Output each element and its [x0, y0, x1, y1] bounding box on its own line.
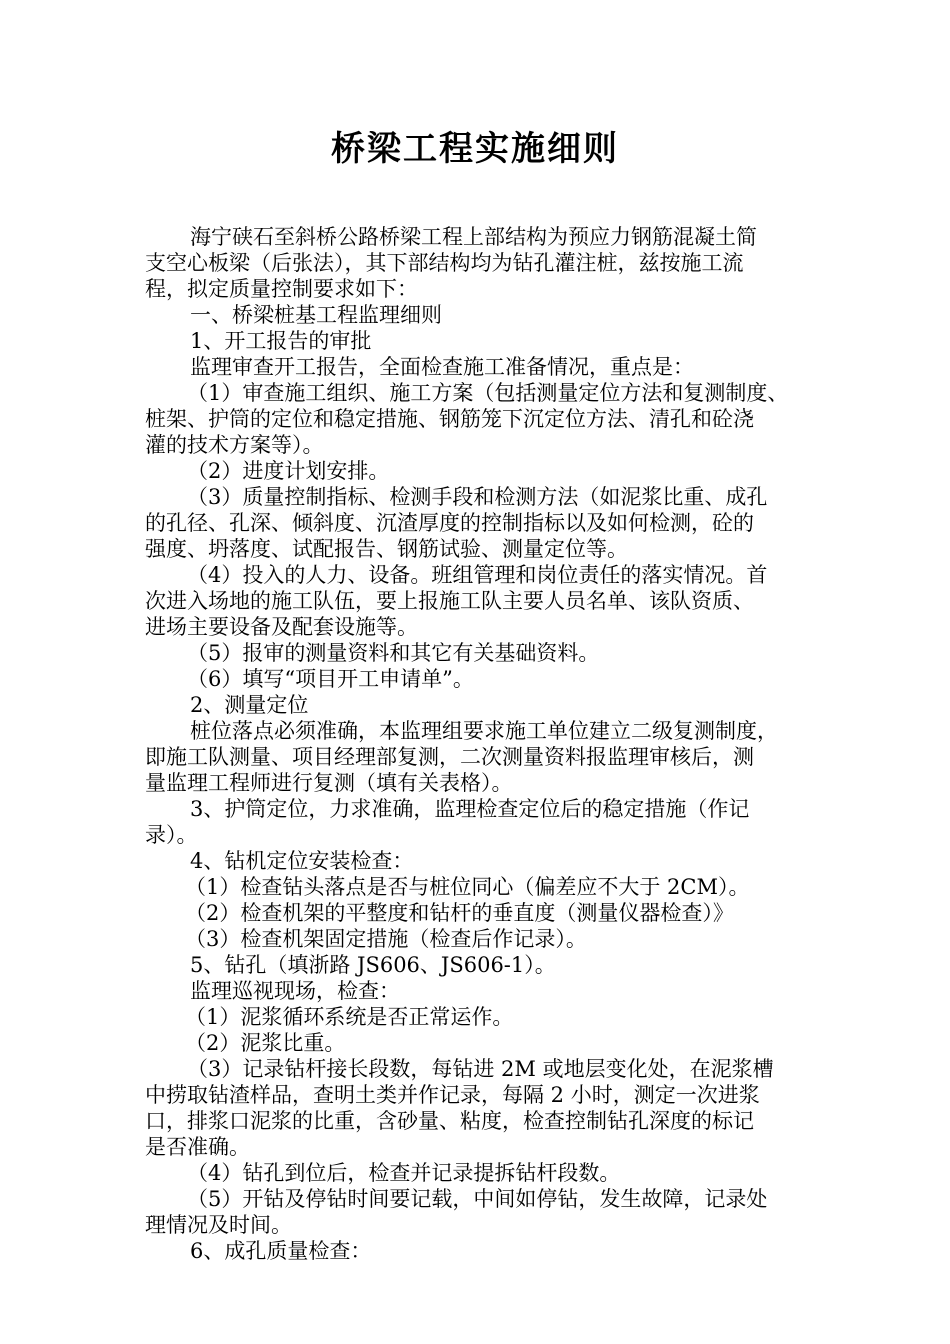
paragraph-line: 是否准确。	[145, 1135, 250, 1159]
paragraph-line: 中捞取钻渣样品，查明土类并作记录，每隔 2 小时，测定一次进浆	[145, 1083, 760, 1107]
paragraph-line: 的孔径、孔深、倾斜度、沉渣厚度的控制指标以及如何检测，砼的	[145, 511, 754, 535]
list-item-line: （4）投入的人力、设备。班组管理和岗位责任的落实情况。首	[187, 563, 768, 587]
subsection-heading: 1、开工报告的审批	[190, 329, 372, 353]
paragraph-line: 口，排浆口泥浆的比重，含砂量、粘度，检查控制钻孔深度的标记	[145, 1109, 754, 1133]
list-item-line: （3）质量控制指标、检测手段和检测方法（如泥浆比重、成孔	[187, 485, 768, 509]
paragraph-line: 灌的技术方案等）。	[145, 433, 324, 457]
paragraph-line: 进场主要设备及配套设施等。	[145, 615, 418, 639]
subsection-heading: 5、钻孔（填浙路 JS606、JS606-1）。	[190, 953, 556, 977]
paragraph-line: 桩位落点必须准确，本监理组要求施工单位建立二级复测制度，	[190, 719, 778, 743]
paragraph-line: 即施工队测量、项目经理部复测，二次测量资料报监理审核后，测	[145, 745, 754, 769]
paragraph-line: 程，拟定质量控制要求如下：	[145, 277, 418, 301]
paragraph-line: 监理审查开工报告，全面检查施工准备情况，重点是：	[190, 355, 694, 379]
list-item-line: （4）钻孔到位后，检查并记录提拆钻杆段数。	[187, 1161, 621, 1185]
subsection-heading: 3、护筒定位，力求准确，监理检查定位后的稳定措施（作记	[190, 797, 750, 821]
paragraph-line: 录）。	[145, 823, 198, 847]
paragraph-line: 监理巡视现场，检查：	[190, 979, 400, 1003]
paragraph-line: 支空心板梁（后张法），其下部结构均为钻孔灌注桩，兹按施工流	[145, 251, 744, 275]
subsection-heading: 6、成孔质量检查：	[190, 1239, 372, 1263]
list-item-line: （5）开钻及停钻时间要记载，中间如停钻，发生故障，记录处	[187, 1187, 768, 1211]
list-item-line: （2）进度计划安排。	[187, 459, 390, 483]
paragraph-line: 次进入场地的施工队伍，要上报施工队主要人员名单、该队资质、	[145, 589, 754, 613]
list-item-line: （1）检查钻头落点是否与桩位同心（偏差应不大于 2CM）。	[185, 875, 750, 899]
list-item-line: （3）记录钻杆接长段数，每钻进 2M 或地层变化处，在泥浆槽	[187, 1057, 774, 1081]
subsection-heading: 2、测量定位	[190, 693, 309, 717]
list-item-line: （3）检查机架固定措施（检查后作记录）。	[185, 927, 587, 951]
list-item-line: （5）报审的测量资料和其它有关基础资料。	[187, 641, 600, 665]
paragraph-line: 桩架、护筒的定位和稳定措施、钢筋笼下沉定位方法、清孔和砼浇	[145, 407, 754, 431]
paragraph-line: 强度、坍落度、试配报告、钢筋试验、测量定位等。	[145, 537, 628, 561]
document-body	[145, 224, 811, 1264]
list-item-line: （2）检查机架的平整度和钻杆的垂直度（测量仪器检查）》	[185, 901, 734, 925]
paragraph-line: 海宁硖石至斜桥公路桥梁工程上部结构为预应力钢筋混凝土简	[190, 225, 757, 249]
section-heading: 一、桥梁桩基工程监理细则	[190, 303, 442, 327]
document-title: 桥梁工程实施细则	[331, 129, 619, 169]
paragraph-line: 量监理工程师进行复测（填有关表格）。	[145, 771, 513, 795]
list-item-line: （1）审查施工组织、施工方案（包括测量定位方法和复测制度、	[187, 381, 789, 405]
list-item-line: （6）填写“项目开工申请单”。	[187, 667, 474, 691]
paragraph-line: 理情况及时间。	[145, 1213, 292, 1237]
subsection-heading: 4、钻机定位安装检查：	[190, 849, 414, 873]
list-item-line: （1）泥浆循环系统是否正常运作。	[185, 1005, 514, 1029]
list-item-line: （2）泥浆比重。	[185, 1031, 346, 1055]
